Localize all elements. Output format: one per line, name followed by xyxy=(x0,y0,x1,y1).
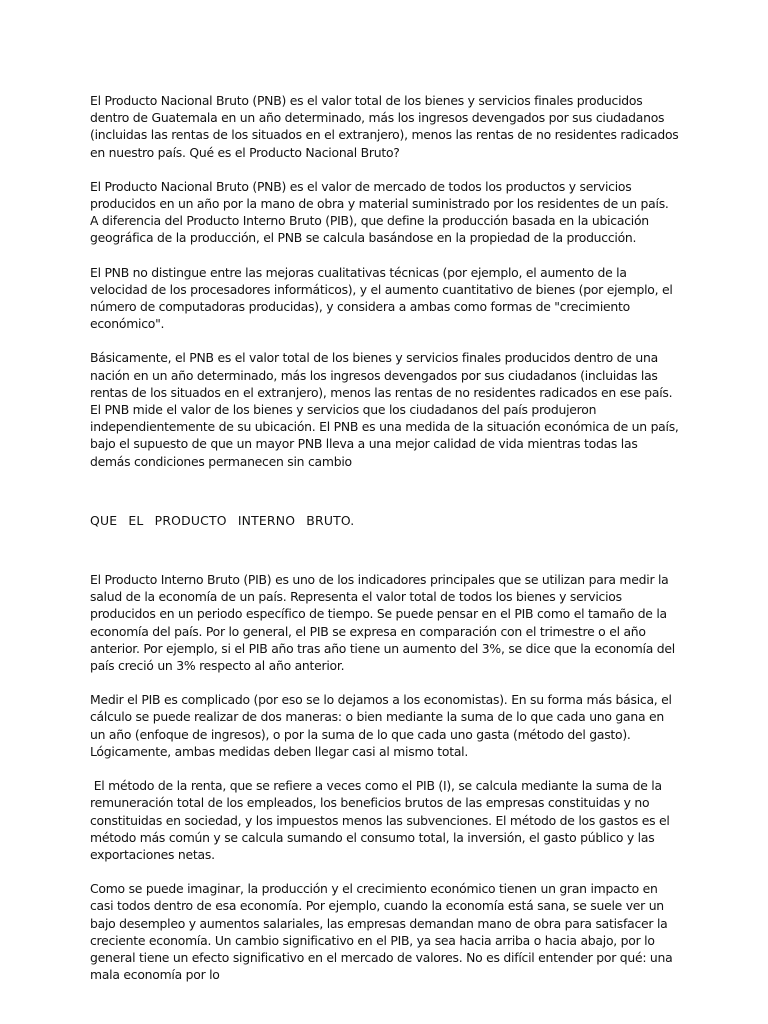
paragraph-pib-measurement: Medir el PIB es complicado (por eso se lo dejamos a los economistas). En su forma más básica, el cálculo se puede realizar de dos maneras: o bien mediante la suma de lo que cada uno gana en un año (enfoque de ingresos), o por la suma de lo que cada uno gasta (método del gasto). Lógicamente, ambas medidas deben llegar casi al mismo total. xyxy=(90,692,672,759)
paragraph-pib-income-method: El método de la renta, que se refiere a veces como el PIB (I), se calcula mediante la suma de la remuneración total de los empleados, los beneficios brutos de las empresas constituidas y no constituidas en sociedad, y los impuestos menos las subvenciones. El método de los gastos es el método más común y se calcula sumando el consumo total, la inversión, el gasto público y las exportaciones netas. xyxy=(90,778,674,862)
paragraph-pnb-growth: El PNB no distingue entre las mejoras cualitativas técnicas (por ejemplo, el aumento de la velocidad de los procesadores informáticos), y el aumento cuantitativo de bienes (por ejemplo, el número de computadoras producidas), y considera a ambas como formas de "crecimiento económico". xyxy=(90,264,673,332)
paragraph-pib-impact: Como se puede imaginar, la producción y el crecimiento económico tienen un gran impacto en casi todos dentro de esa economía. Por ejemplo, cuando la economía está sana, se suele ver un bajo desempleo y aumentos salariales, las empresas demandan mano de obra para satisfacer la creciente economía. Un cambio significativo en el PIB, ya sea hacia arriba o hacia abajo, por lo general tiene un efecto significativo en el mercado de valores. No es difícil entender por qué: una mala economía por lo xyxy=(90,881,673,983)
paragraph-pnb-market-value: El Producto Nacional Bruto (PNB) es el valor de mercado de todos los productos y servicios producidos en un año por la mano de obra y material suministrado por los residentes de un país. A diferencia del Producto Interno Bruto (PIB), que define la producción basada en la ubicación geográfica de la producción, el PNB se calcula basándose en la propiedad de la producción. xyxy=(90,178,669,246)
paragraph-pib-definition: El Producto Interno Bruto (PIB) es uno de los indicadores principales que se utilizan para medir la salud de la economía de un país. Representa el valor total de todos los bienes y servicios producidos en un periodo específico de tiempo. Se puede pensar en el PIB como el tamaño de la economía del país. Por lo general, el PIB se expresa en comparación con el trimestre o el año anterior. Por ejemplo, si el PIB año tras año tiene un aumento del 3%, se dice que la economía del país creció un 3% respecto al año anterior. xyxy=(90,572,675,674)
paragraph-pnb-definition: El Producto Nacional Bruto (PNB) es el valor total de los bienes y servicios finales producidos dentro de Guatemala en un año determinado, más los ingresos devengados por sus ciudadanos (incluidas las rentas de los situados en el extranjero), menos las rentas de no residentes radicados en nuestro país. Qué es el Producto Nacional Bruto? xyxy=(90,93,679,160)
paragraph-pnb-summary: Básicamente, el PNB es el valor total de los bienes y servicios finales producidos dentro de una nación en un año determinado, más los ingresos devengados por sus ciudadanos (incluidas las rentas de los situados en el extranjero), menos las rentas de no residentes radicados en ese país. El PNB mide el valor de los bienes y servicios que los ciudadanos del país produjeron independientemente de su ubicación. El PNB es una medida de la situación económica de un país, bajo el supuesto de que un mayor PNB lleva a una mejor calidad de vida mientras todas las demás condiciones permanecen sin cambio xyxy=(90,350,679,469)
document-page xyxy=(90,92,680,983)
section-heading-pib: QUE EL PRODUCTO INTERNO BRUTO. xyxy=(90,512,355,528)
